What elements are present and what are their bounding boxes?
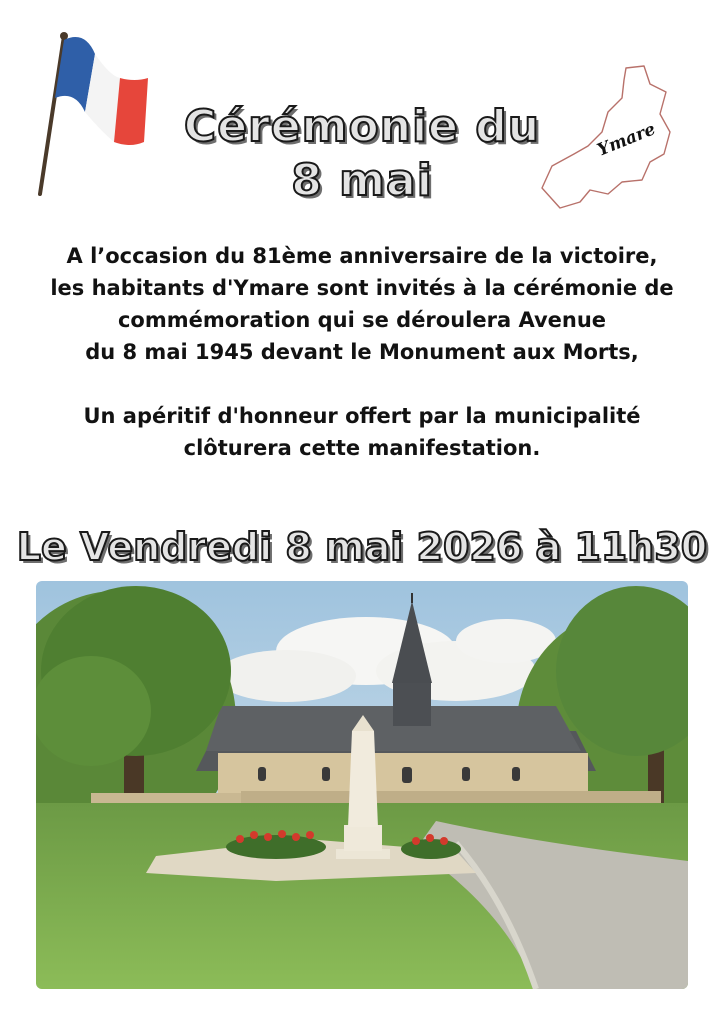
invitation-line: du 8 mai 1945 devant le Monument aux Morts, <box>85 340 639 364</box>
town-name-label: Ymare <box>594 119 659 161</box>
church-memorial-illustration <box>36 581 688 989</box>
french-flag-icon <box>30 30 160 200</box>
invitation-text <box>20 240 704 464</box>
page-title <box>150 100 574 208</box>
aperitif-line: Un apéritif d'honneur offert par la municipalité <box>83 404 641 428</box>
invitation-line: commémoration qui se déroulera Avenue <box>117 308 607 332</box>
title-line-2: 8 mai <box>291 155 433 206</box>
title-line-1: Cérémonie du <box>183 101 541 152</box>
aperitif-line: clôturera cette manifestation. <box>183 436 541 460</box>
invitation-line: les habitants d'Ymare sont invités à la cérémonie de <box>50 276 674 300</box>
event-date-heading: Le Vendredi 8 mai 2026 à 11h30 <box>16 525 708 569</box>
invitation-line: A l’occasion du 81ème anniversaire de la victoire, <box>66 244 658 268</box>
